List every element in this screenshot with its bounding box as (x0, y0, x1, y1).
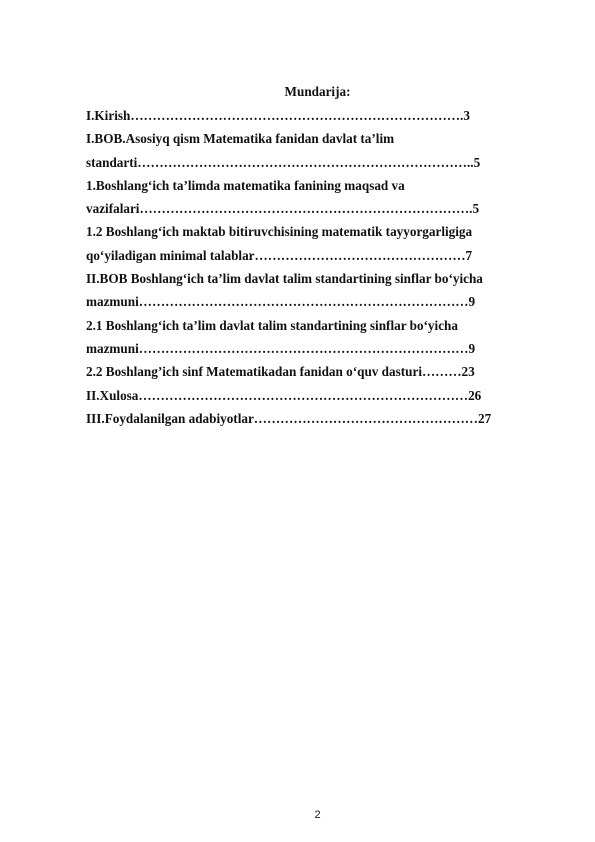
toc-entry-chapter-2-title: II.BOB Boshlang‘ich ta’lim davlat talim standartining sinflar bo‘yicha (86, 271, 483, 287)
toc-title: Mundarija: (284, 84, 351, 99)
toc-entry-chapter-1-cont: standarti…………………………………………………………………..5 (86, 154, 481, 170)
toc-entry-chapter-2-cont: mazmuni…………………………………………………………………9 (86, 294, 476, 310)
toc-entry-1-2-title: 1.2 Boshlang‘ich maktab bitiruvchisining matematik tayyorgarligiga (86, 224, 473, 240)
toc-entry-1-2-cont: qo‘yiladigan minimal talablar…………………………………………7 (86, 247, 473, 263)
toc-entry-adabiyotlar: III.Foydalanilgan adabiyotlar……………………………………………27 (86, 410, 492, 426)
table-of-contents (86, 108, 566, 434)
toc-entry-2-2: 2.2 Boshlang’ich sinf Matematikadan fanidan o‘quv dasturi………23 (86, 364, 475, 380)
toc-entry-1-1-title: 1.Boshlang‘ich ta’limda matematika fanining maqsad va (86, 177, 405, 193)
toc-entry-xulosa: II.Xulosa…………………………………………………………………26 (86, 387, 482, 403)
toc-entry-2-1-cont: mazmuni…………………………………………………………………9 (86, 340, 476, 356)
page-number: 2 (314, 809, 321, 821)
toc-entry-2-1-title: 2.1 Boshlang‘ich ta’lim davlat talim standartining sinflar bo‘yicha (86, 317, 458, 333)
toc-entry-1-1-cont: vazifalari………………………………………………………………….5 (86, 201, 480, 217)
toc-entry-chapter-1-title: I.BOB.Asosiyq qism Matematika fanidan davlat ta’lim (86, 131, 395, 147)
toc-entry-kirish: I.Kirish………………………………………………………………….3 (86, 108, 470, 123)
